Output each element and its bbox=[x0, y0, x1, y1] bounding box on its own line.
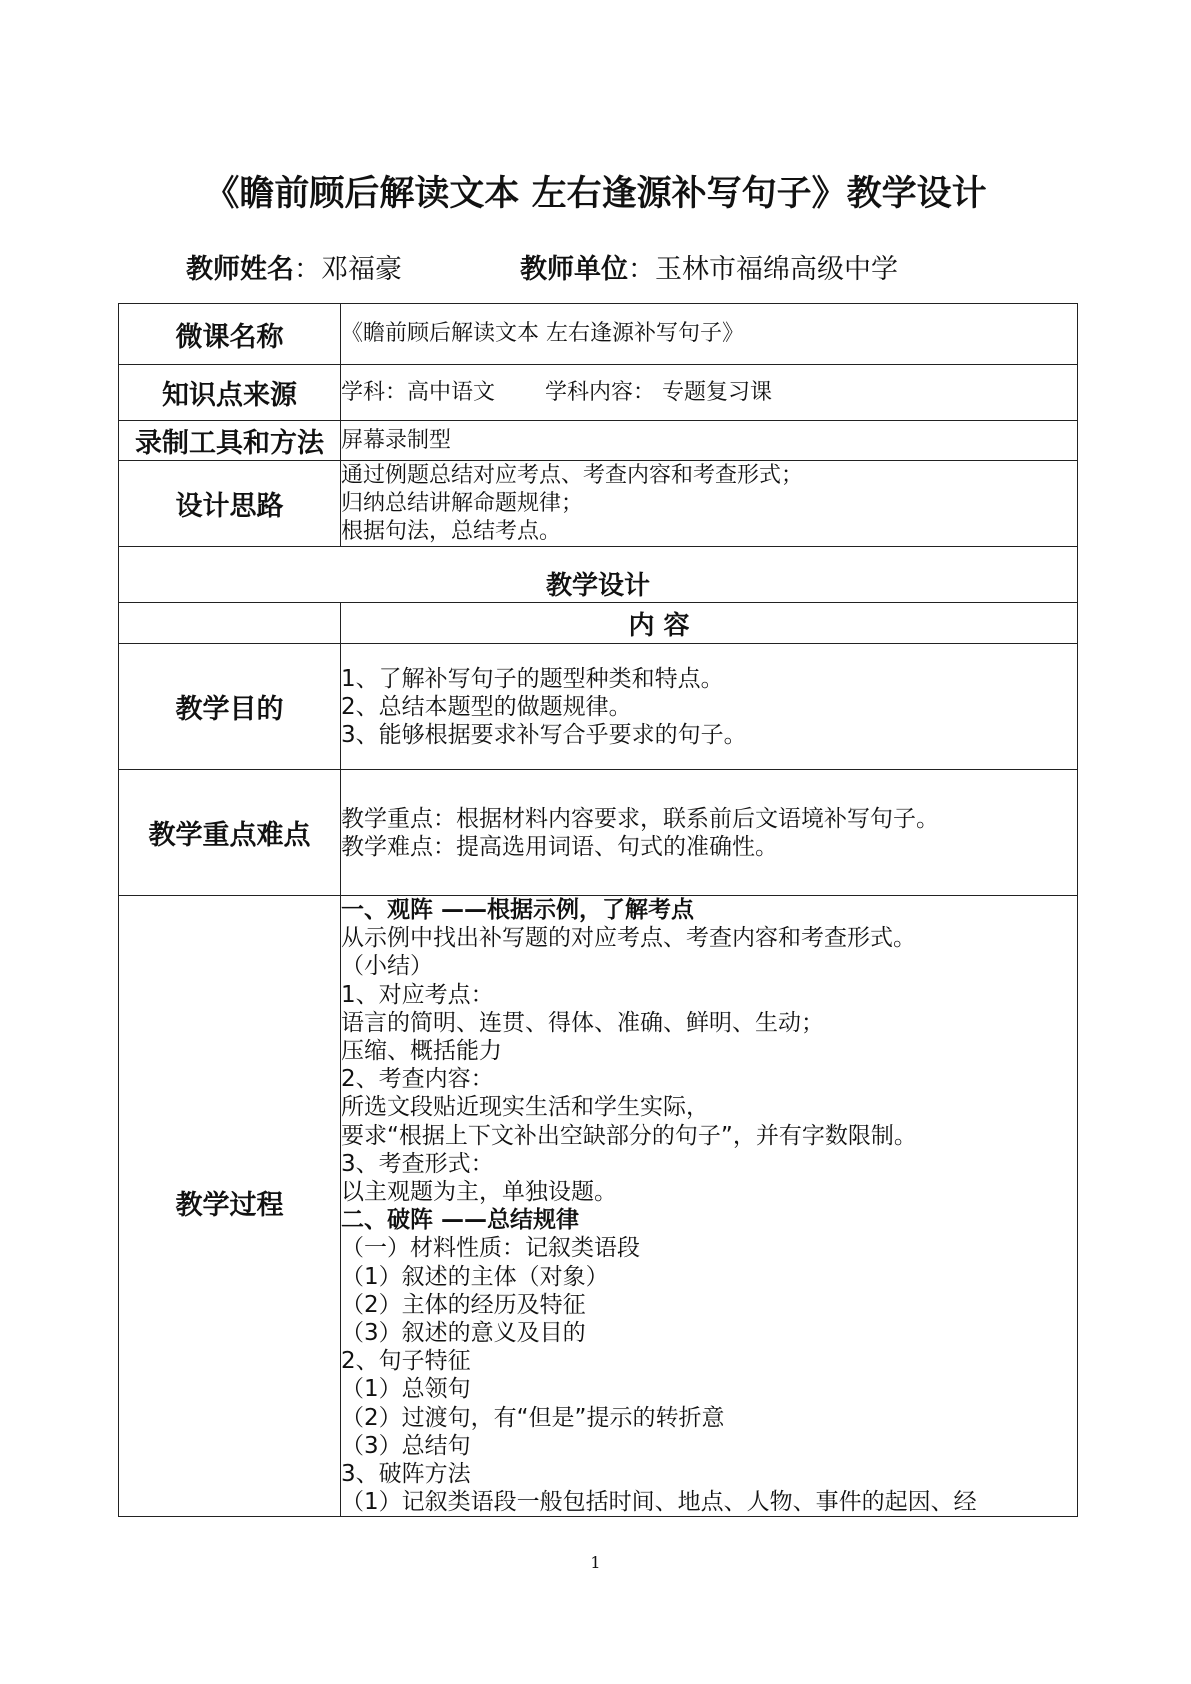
focus-line: 教学重点：根据材料内容要求，联系前后文语境补写句子。 bbox=[341, 805, 939, 832]
lesson-table bbox=[118, 303, 1078, 1517]
teacher-unit-value: ：玉林市福绵高级中学 bbox=[628, 254, 898, 285]
row-course-name bbox=[119, 304, 1078, 365]
source-value bbox=[341, 365, 1078, 421]
process-line: 2、句子特征 bbox=[341, 1348, 471, 1375]
goals-label: 教学目的 bbox=[119, 644, 341, 770]
focus-line: 教学难点：提高选用词语、句式的准确性。 bbox=[341, 833, 778, 860]
process-line: 从示例中找出补写题的对应考点、考查内容和考查形式。 bbox=[341, 925, 916, 952]
goal-line: 2、总结本题型的做题规律。 bbox=[341, 693, 632, 720]
document-title: 《瞻前顾后解读文本 左右逢源补写句子》教学设计 bbox=[204, 174, 987, 214]
process-line: （3）总结句 bbox=[341, 1432, 471, 1459]
teacher-name bbox=[186, 250, 402, 290]
process-heading: 一、观阵 ——根据示例，了解考点 bbox=[341, 897, 695, 923]
goals-value bbox=[341, 644, 1078, 770]
process-line: 1、对应考点： bbox=[341, 981, 494, 1008]
process-line: 语言的简明、连贯、得体、准确、鲜明、生动； bbox=[341, 1009, 824, 1036]
teacher-unit bbox=[520, 250, 898, 290]
process-line: （2）过渡句，有“但是”提示的转折意 bbox=[341, 1404, 725, 1431]
course-name-value: 《瞻前顾后解读文本 左右逢源补写句子》 bbox=[341, 304, 1078, 365]
row-tools bbox=[119, 421, 1078, 461]
goal-line: 1、了解补写句子的题型种类和特点。 bbox=[341, 665, 724, 692]
process-line: 3、考查形式： bbox=[341, 1150, 494, 1177]
design-value bbox=[341, 461, 1078, 547]
row-goals bbox=[119, 644, 1078, 770]
design-label: 设计思路 bbox=[119, 461, 341, 547]
process-line: 以主观题为主，单独设题。 bbox=[341, 1179, 617, 1206]
course-name-label: 微课名称 bbox=[119, 304, 341, 365]
teacher-unit-label: 教师单位 bbox=[520, 254, 628, 285]
process-value bbox=[341, 896, 1078, 1517]
process-line: （1）总领句 bbox=[341, 1376, 471, 1403]
process-line: 压缩、概括能力 bbox=[341, 1038, 502, 1065]
process-line: （1）叙述的主体（对象） bbox=[341, 1263, 609, 1290]
content-header-empty bbox=[119, 603, 341, 644]
content-header: 内 容 bbox=[341, 603, 1078, 644]
source-content: 学科内容： 专题复习课 bbox=[545, 379, 773, 405]
design-line: 通过例题总结对应考点、考查内容和考查形式； bbox=[341, 462, 804, 488]
row-teaching-design bbox=[119, 547, 1078, 603]
process-line: （2）主体的经历及特征 bbox=[341, 1291, 586, 1318]
page-number: 1 bbox=[590, 1553, 601, 1572]
design-line: 归纳总结讲解命题规律； bbox=[341, 490, 584, 516]
row-source bbox=[119, 365, 1078, 421]
row-focus bbox=[119, 770, 1078, 896]
tools-value: 屏幕录制型 bbox=[341, 421, 1078, 461]
source-subject: 学科：高中语文 bbox=[341, 379, 496, 405]
row-process bbox=[119, 896, 1078, 1517]
process-line: 2、考查内容： bbox=[341, 1066, 494, 1093]
row-content-header bbox=[119, 603, 1078, 644]
process-line: （小结） bbox=[341, 953, 433, 980]
teacher-name-value: ：邓福豪 bbox=[294, 254, 402, 285]
process-line: （1）记叙类语段一般包括时间、地点、人物、事件的起因、经 bbox=[341, 1489, 977, 1516]
process-line: （3）叙述的意义及目的 bbox=[341, 1320, 586, 1347]
teaching-design-heading: 教学设计 bbox=[119, 547, 1078, 603]
design-line: 根据句法，总结考点。 bbox=[341, 518, 562, 544]
goal-line: 3、能够根据要求补写合乎要求的句子。 bbox=[341, 721, 747, 748]
process-heading: 二、破阵 ——总结规律 bbox=[341, 1207, 580, 1234]
teacher-name-label: 教师姓名 bbox=[186, 254, 294, 285]
focus-value bbox=[341, 770, 1078, 896]
source-label: 知识点来源 bbox=[119, 365, 341, 421]
row-design bbox=[119, 461, 1078, 547]
tools-label: 录制工具和方法 bbox=[119, 421, 341, 461]
process-label: 教学过程 bbox=[119, 896, 341, 1517]
process-line: 所选文段贴近现实生活和学生实际， bbox=[341, 1094, 709, 1121]
focus-label: 教学重点难点 bbox=[119, 770, 341, 896]
process-line: （一）材料性质：记叙类语段 bbox=[341, 1235, 640, 1262]
process-line: 要求“根据上下文补出空缺部分的句子”，并有字数限制。 bbox=[341, 1122, 917, 1149]
process-line: 3、破阵方法 bbox=[341, 1461, 471, 1488]
